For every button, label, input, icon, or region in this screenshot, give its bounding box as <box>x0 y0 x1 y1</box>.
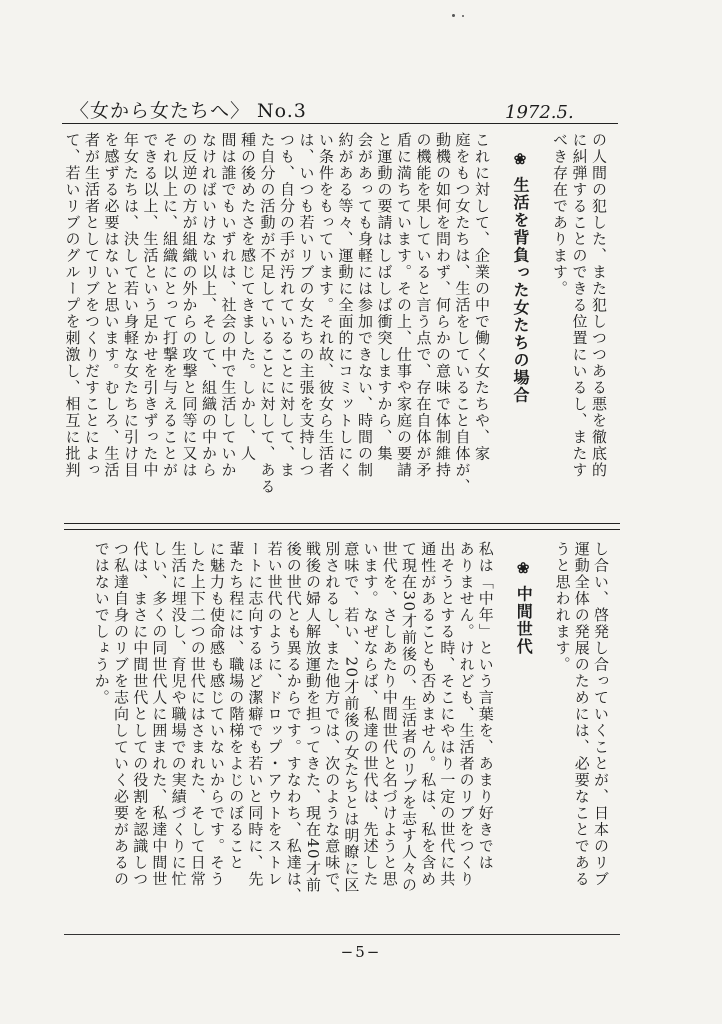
text-column: います。なぜならば、私達の世代は、先述した <box>361 541 380 888</box>
text-column: できる以上、生活という足かせを引きずった中 <box>141 132 160 479</box>
text-column: それ以上に、組織にとって打撃を与えることが <box>161 132 179 479</box>
text-column: 生活に埋没し、育児や職場での実績づくりに忙 <box>169 541 188 888</box>
text-column <box>530 132 548 516</box>
text-column: これに対して、企業の中で働く女たちや、家 <box>473 132 491 462</box>
text-column: し合い、啓発し合っていくことが、日本のリブ <box>592 541 610 888</box>
text-column: て、若いリブのグループを刺激し、相互に批判 <box>63 132 82 479</box>
section-divider-line-2 <box>64 529 620 530</box>
newsletter-title: 〈女から女たちへ〉 No.3 <box>70 100 307 122</box>
header-rule <box>62 123 618 124</box>
flower-bullet-icon: ❀ <box>511 150 529 177</box>
text-column: べき存在であります。 <box>551 132 569 297</box>
footer-rule <box>64 934 620 935</box>
text-column: の反逆の方が組織の外からの攻撃と同等に又は <box>180 132 199 479</box>
text-column: を感ずる必要はないと思います。むしろ、生活 <box>102 132 121 479</box>
text-column: しい、多くの同世代人に囲まれた、私達中間世 <box>150 541 169 888</box>
text-column: 後の世代とも異るからです。すなわち、私達は、 <box>284 541 303 904</box>
text-column: うと思われます。 <box>553 541 572 673</box>
section-heading <box>510 150 528 534</box>
text-column <box>491 132 509 516</box>
flower-bullet-icon: ❀ <box>514 559 533 586</box>
text-column: ではないでしょうか。 <box>92 541 111 706</box>
text-column: 世代を、さしあたり中間世代と名づけようと思 <box>380 541 399 888</box>
text-column: 者が生活者としてリブをつくりだすことによっ <box>83 132 101 479</box>
text-column: 約がある等々、運動に全面的にコミットしにく <box>336 132 355 479</box>
text-column: 動機の如何を問わず、何らかの意味で体制維持 <box>434 132 452 479</box>
section-heading-text: 中間世代 <box>514 585 534 656</box>
text-column: ートに志向するほど潔癖でも若いと同時に、先 <box>246 541 265 888</box>
text-column <box>532 541 550 927</box>
text-column: 私は「中年」という言葉を、あまり好きでは <box>476 541 495 871</box>
text-column: 年女たちは、決して若い身軽な女たちに引け目 <box>122 132 140 479</box>
text-column: に糾弾することのできる位置にいるし、またす <box>570 132 589 479</box>
text-column: 盾に満ちています。その上、仕事や家庭の要請 <box>395 132 413 479</box>
paper-speck <box>462 15 464 17</box>
text-column: ありません。けれども、生活者のリブをつくり <box>457 541 476 888</box>
section-heading <box>513 559 534 945</box>
section-heading-text: 生活を背負った女たちの場合 <box>511 176 530 404</box>
text-column: 会があっても身軽には参加できない、時間の制 <box>356 132 374 479</box>
text-column: た自分の活動が不足していることに対して、ある <box>258 132 277 495</box>
text-column: つ私達自身のリブを志向していく必要があるの <box>112 541 130 888</box>
text-column: て現在30才前後の、生活者のリブを志す人々の <box>400 541 418 894</box>
text-column: した上下二つの世代にはさまれた、そして日常 <box>188 541 207 888</box>
text-column: の機能を果していると言う点で、存在自体が矛 <box>414 132 433 479</box>
text-column: 間は誰でもいずれは、社会の中で生活していか <box>219 132 238 479</box>
text-column: の人間の犯した、また犯しつつある悪を徹底的 <box>590 132 608 479</box>
text-column <box>494 541 512 927</box>
text-column: に魅力も使命感も感じていないからです。そう <box>208 541 226 888</box>
section-divider-line-1 <box>64 523 620 524</box>
page-number: −5− <box>340 943 382 961</box>
text-column: 意味で、若い、20才前後の女たちとは明瞭に区 <box>342 541 361 894</box>
text-column: 代は、まさに中間世代としての役割を認識しつ <box>131 541 150 888</box>
text-column: い条件をもっています。それ故、彼女ら生活者 <box>317 132 335 479</box>
issue-date: 1972.5. <box>505 102 574 123</box>
text-column: は、いつも若いリブの女たちの主張を支持しつ <box>297 132 316 479</box>
text-column: と運動の要請はしばしば衝突しますから、集 <box>375 132 394 462</box>
text-column: 出そうとする時、そこにやはり一定の世代に共 <box>438 541 457 888</box>
text-column: 戦後の婦人解放運動を担ってきた、現在40才前 <box>304 541 322 894</box>
text-column: つも、自分の手が汚れていることに対して、ま <box>278 132 296 479</box>
text-column: 通性があることも否めません。私は、私を含め <box>419 541 438 888</box>
text-column: 別されるし、また他方では、次のような意味で、 <box>323 541 342 904</box>
text-column: 輩たち程には、職場の階梯をよじのぼること <box>227 541 246 871</box>
text-column: なければいけない以上、そして、組織の中から <box>200 132 218 479</box>
paper-speck <box>452 14 455 17</box>
text-column: 庭をもつ女たちは、生活をしていること自体が、 <box>453 132 472 495</box>
text-column: 運動全体の発展のためには、必要なことである <box>572 541 591 888</box>
text-column: 若い世代のように、ドロップ・アウトをストレ <box>265 541 284 888</box>
text-column: 種の後めたさを感じてきました。しかし、人 <box>239 132 257 462</box>
